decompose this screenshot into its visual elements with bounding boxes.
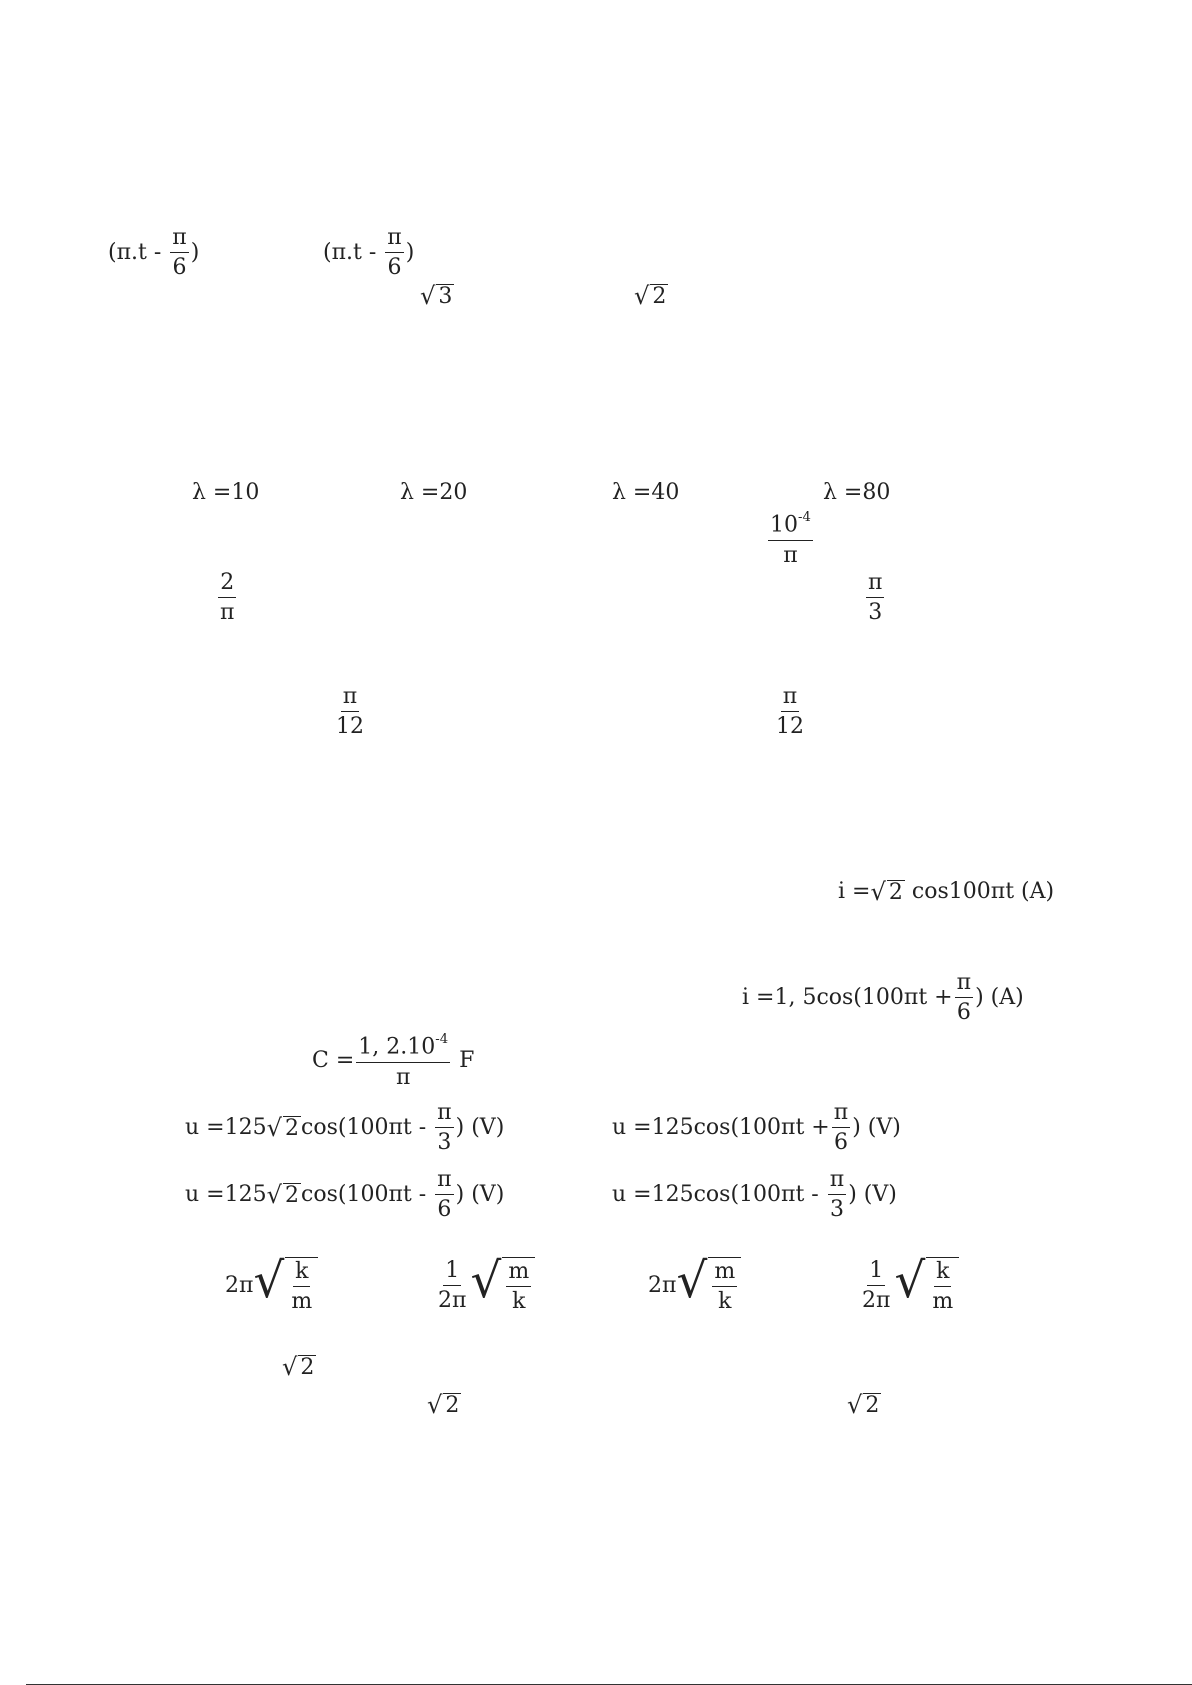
numerator: 1: [867, 1258, 885, 1286]
numerator: 2: [218, 570, 236, 598]
sqrt: √ 2: [427, 1391, 460, 1419]
expr-text: u =125cos(100πt -: [612, 1181, 826, 1207]
lambda-option-b: λ =20: [400, 480, 468, 505]
denominator: 2π: [862, 1288, 891, 1314]
sqrt: √ 2: [847, 1391, 880, 1419]
denominator: π: [220, 600, 235, 626]
voltage-option-d: [612, 1167, 897, 1223]
numerator: $10^{-4}$: [768, 510, 813, 541]
numerator: π: [341, 684, 359, 712]
sqrt-2-bottom-b: [427, 1393, 461, 1417]
denominator: 12: [336, 714, 364, 740]
expr-text: i =1, 5cos(100πt +: [742, 984, 953, 1010]
denominator: 3: [829, 1197, 844, 1223]
denominator: m: [291, 1289, 313, 1315]
numerator: m: [506, 1259, 531, 1287]
frac-pi-over-12-a: [332, 684, 368, 740]
expr-text: ): [405, 239, 415, 265]
denominator: 3: [437, 1130, 452, 1156]
numerator: π: [866, 570, 884, 598]
expr-text: cos(100πt -: [301, 1181, 434, 1207]
frac-pi-over-12-b: [772, 684, 808, 740]
expr-text: ) (V): [455, 1114, 505, 1140]
fraction: [768, 510, 813, 568]
expr-text: cos(100πt -: [301, 1114, 434, 1140]
radicand: 3: [438, 284, 453, 310]
expr-text: i =: [838, 879, 871, 905]
expr-text: (π.t -: [323, 239, 384, 265]
radicand: 2: [652, 284, 667, 310]
denominator: m: [932, 1289, 954, 1315]
radicand: 2: [888, 880, 903, 906]
numerator: m: [712, 1259, 737, 1287]
voltage-option-a: [185, 1100, 504, 1156]
fraction: [435, 1100, 453, 1156]
expr-text: C =: [312, 1048, 355, 1074]
fraction: [506, 1259, 531, 1315]
fraction: [774, 684, 806, 740]
sqrt: √ 2: [870, 878, 903, 906]
denominator: 6: [956, 1000, 971, 1026]
sqrt: √ $\frac{k}{m}$: [253, 1257, 318, 1315]
denominator: k: [718, 1289, 732, 1315]
fraction: [170, 225, 188, 281]
numerator: π: [435, 1100, 453, 1128]
radicand: 2: [285, 1115, 300, 1141]
denominator: 6: [437, 1197, 452, 1223]
numerator: 1, $2.10^{-4}$: [356, 1032, 450, 1063]
current-equation-2: [742, 970, 1024, 1026]
sqrt-3: [420, 284, 454, 308]
denominator: π: [783, 542, 798, 568]
fraction: [385, 225, 403, 281]
numerator: π: [170, 225, 188, 253]
radicand: 2: [300, 1355, 315, 1381]
expr-text: ) (V): [848, 1181, 897, 1207]
expr-pi-t-minus-pi-6-b: [323, 225, 414, 281]
lambda-option-a: λ =10: [192, 480, 260, 505]
lambda-option-d: λ =80: [823, 480, 891, 505]
fraction: [866, 570, 884, 626]
fraction: [436, 1258, 468, 1314]
sqrt-2-bottom-c: [847, 1393, 881, 1417]
sqrt: √ 2: [266, 1113, 300, 1142]
expr-text: (π.t -: [108, 239, 169, 265]
denominator: k: [512, 1289, 526, 1315]
expr-text: F: [452, 1048, 475, 1074]
expr-text: 2π: [648, 1272, 677, 1298]
sqrt: √ 2: [282, 1353, 315, 1381]
fraction: [289, 1259, 314, 1315]
numerator: π: [385, 225, 403, 253]
numerator: π: [955, 970, 973, 998]
expr-text: ): [190, 239, 200, 265]
denominator: π: [395, 1064, 411, 1090]
denominator: 6: [172, 255, 187, 281]
frac-2-over-pi: [216, 570, 238, 626]
radicand: 2: [445, 1393, 460, 1419]
expr-text: ) (A): [975, 984, 1024, 1010]
expr-pi-t-minus-pi-6-a: [108, 225, 199, 281]
lambda-option-c: λ =40: [612, 480, 680, 505]
numerator: k: [934, 1259, 951, 1287]
numerator: π: [781, 684, 799, 712]
sqrt: √ 3: [420, 282, 453, 310]
fraction: [955, 970, 973, 1026]
fraction: [334, 684, 366, 740]
expr-text: u =125: [185, 1114, 267, 1140]
expr-text: cos100πt (A): [904, 879, 1055, 905]
period-option-d: [858, 1253, 959, 1315]
period-option-b: [434, 1253, 535, 1315]
numerator: π: [828, 1167, 846, 1195]
expr-text: ) (V): [852, 1114, 901, 1140]
denominator: 6: [833, 1130, 848, 1156]
frac-10e-4-over-pi: [766, 510, 815, 568]
fraction: [712, 1259, 737, 1315]
capacitance-equation: [312, 1032, 474, 1090]
expr-text: u =125cos(100πt +: [612, 1114, 830, 1140]
period-option-c: [648, 1253, 741, 1315]
denominator: 3: [868, 600, 883, 626]
period-option-a: [225, 1253, 318, 1315]
radicand: 2: [865, 1393, 880, 1419]
fraction: [435, 1167, 453, 1223]
denominator: 12: [776, 714, 804, 740]
fraction: [218, 570, 236, 626]
fraction: [356, 1032, 450, 1090]
numerator: π: [435, 1167, 453, 1195]
numerator: π: [832, 1100, 850, 1128]
sqrt: √ $\frac{k}{m}$: [894, 1257, 959, 1315]
sqrt: √ 2: [266, 1180, 300, 1209]
fraction: [860, 1258, 892, 1314]
sqrt: √ $\frac{m}{k}$: [676, 1257, 741, 1315]
numerator: 1: [443, 1258, 461, 1286]
denominator: 6: [387, 255, 402, 281]
fraction: [832, 1100, 850, 1156]
voltage-option-c: [185, 1167, 504, 1223]
expr-text: ) (V): [455, 1181, 505, 1207]
expr-text: 2π: [225, 1272, 254, 1298]
fraction: [828, 1167, 846, 1223]
radicand: 2: [285, 1182, 300, 1208]
fraction: [930, 1259, 955, 1315]
sqrt: √ $\frac{m}{k}$: [470, 1257, 535, 1315]
current-equation-1: [838, 880, 1054, 904]
sqrt-2: [634, 284, 668, 308]
frac-pi-over-3: [864, 570, 886, 626]
expr-text: u =125: [185, 1181, 267, 1207]
voltage-option-b: [612, 1100, 901, 1156]
denominator: 2π: [438, 1288, 467, 1314]
sqrt-2-bottom-a: [282, 1355, 316, 1379]
sqrt: √ 2: [634, 282, 667, 310]
numerator: k: [293, 1259, 310, 1287]
